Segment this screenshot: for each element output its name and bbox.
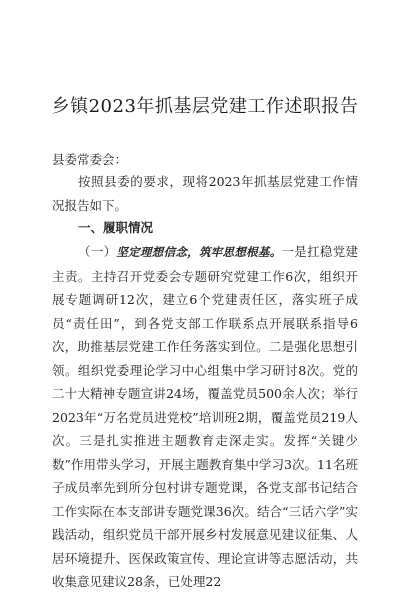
subsection-label: （一） — [78, 244, 117, 259]
document-title: 乡镇2023年抓基层党建工作述职报告 — [51, 96, 359, 117]
body-paragraph — [52, 240, 358, 594]
intro-paragraph: 按照县委的要求，现将2023年抓基层党建工作情况报告如下。 — [52, 174, 358, 213]
body-text: 一是扛稳党建主责。主持召开党委会专题研究党建工作6次，组织开展专题调研12次，建立6个党建责任区，落实班子成员“责任田”，到各党支部工作联系点开展联系指导6次，助推基层党建工作任务落实到位。二是强化思想引领。组织党委理论学习中心组集中学习研讨8次。党的二十大精神专题宣讲24场，覆盖党员500余人次；举行2023年“万名党员进党校”培训班2期，覆盖党员219人次。三是扎实推进主题教育走深走实。发挥“关键少数”作用带头学习，开展主题教育集中学习3次。11名班子成员率先到所分包村讲专题党课，各党支部书记结合工作实际在本支部讲专题党课36次。结合“三话六学”实践活动，组织党员干部开展乡村发展意见建议征集、人居环境提升、医保政策宣传、理论宣讲等志愿活动，共收集意见建议28条，已处理22 — [52, 244, 358, 589]
section-heading: 一、履职情况 — [78, 220, 154, 235]
subsection-title: 坚定理想信念，筑牢思想根基。 — [116, 245, 282, 259]
salutation: 县委常委会： — [52, 152, 128, 167]
